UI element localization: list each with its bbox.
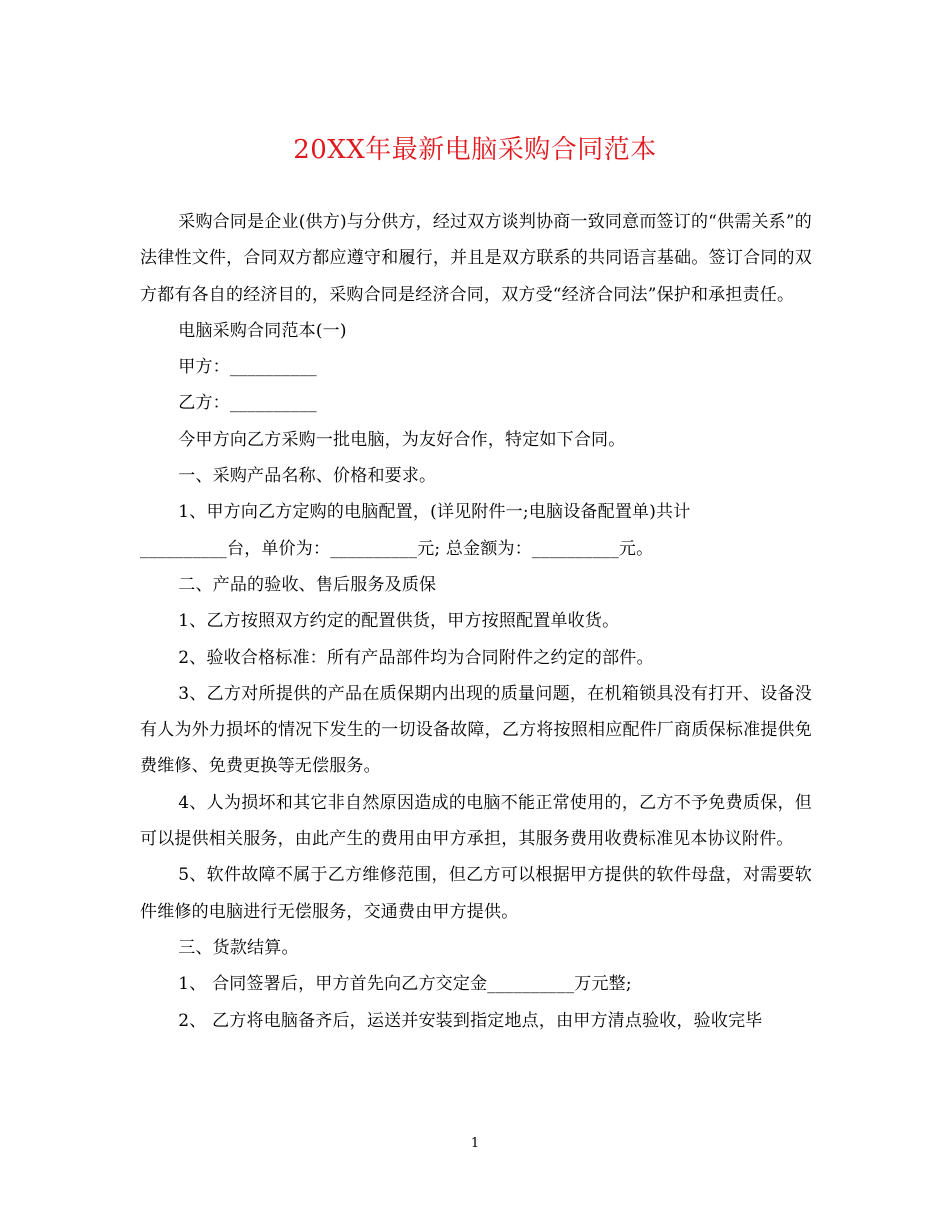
section-3-item-2: 2、 乙方将电脑备齐后，运送并安装到指定地点，由甲方清点验收，验收完毕 [178,1010,763,1031]
section-2-item-3: 3、乙方对所提供的产品在质保期内出现的质量问题，在机箱锁具没有打开、设备没有人为外力损坏的情况下发生的一切设备故障，乙方将按照相应配件厂商质保标准提供免费维修、免费更换等无偿服务。 [140,683,812,777]
preamble-line: 今甲方向乙方采购一批电脑，为友好合作，特定如下合同。 [178,429,626,450]
section-heading: 电脑采购合同范本(一) [178,320,347,341]
section-1-item-1-line-2: __________台，单价为：__________元; 总金额为：__________元。 [140,538,654,559]
section-1-heading: 一、采购产品名称、价格和要求。 [178,466,437,487]
document-title: 20XX年最新电脑采购合同范本 [293,135,657,165]
section-2-heading: 二、产品的验收、售后服务及质保 [178,574,437,595]
page-number: 1 [470,1136,480,1151]
section-2-item-2: 2、验收合格标准：所有产品部件均为合同附件之约定的部件。 [178,647,654,668]
party-b-line: 乙方：__________ [178,393,317,414]
party-a-line: 甲方：__________ [178,357,317,378]
document-body [140,204,812,1039]
section-2-item-4: 4、人为损坏和其它非自然原因造成的电脑不能正常使用的，乙方不予免费质保，但可以提供相关服务，由此产生的费用由甲方承担，其服务费用收费标准见本协议附件。 [140,792,812,850]
section-3-item-1: 1、 合同签署后，甲方首先向乙方交定金__________万元整; [178,974,632,995]
section-3-heading: 三、货款结算。 [178,937,299,958]
section-2-item-5: 5、软件故障不属于乙方维修范围，但乙方可以根据甲方提供的软件母盘，对需要软件维修的电脑进行无偿服务，交通费由甲方提供。 [140,865,812,922]
intro-paragraph: 采购合同是企业(供方)与分供方，经过双方谈判协商一致同意而签订的“供需关系”的法律性文件，合同双方都应遵守和履行，并且是双方联系的共同语言基础。签订合同的双方都有各自的经济目的，采购合同是经济合同，双方受“经济合同法”保护和承担责任。 [140,212,812,305]
section-2-item-1: 1、乙方按照双方约定的配置供货，甲方按照配置单收货。 [178,611,620,632]
section-1-item-1-line-1: 1、甲方向乙方定购的电脑配置，(详见附件一;电脑设备配置单)共计 [178,502,691,523]
